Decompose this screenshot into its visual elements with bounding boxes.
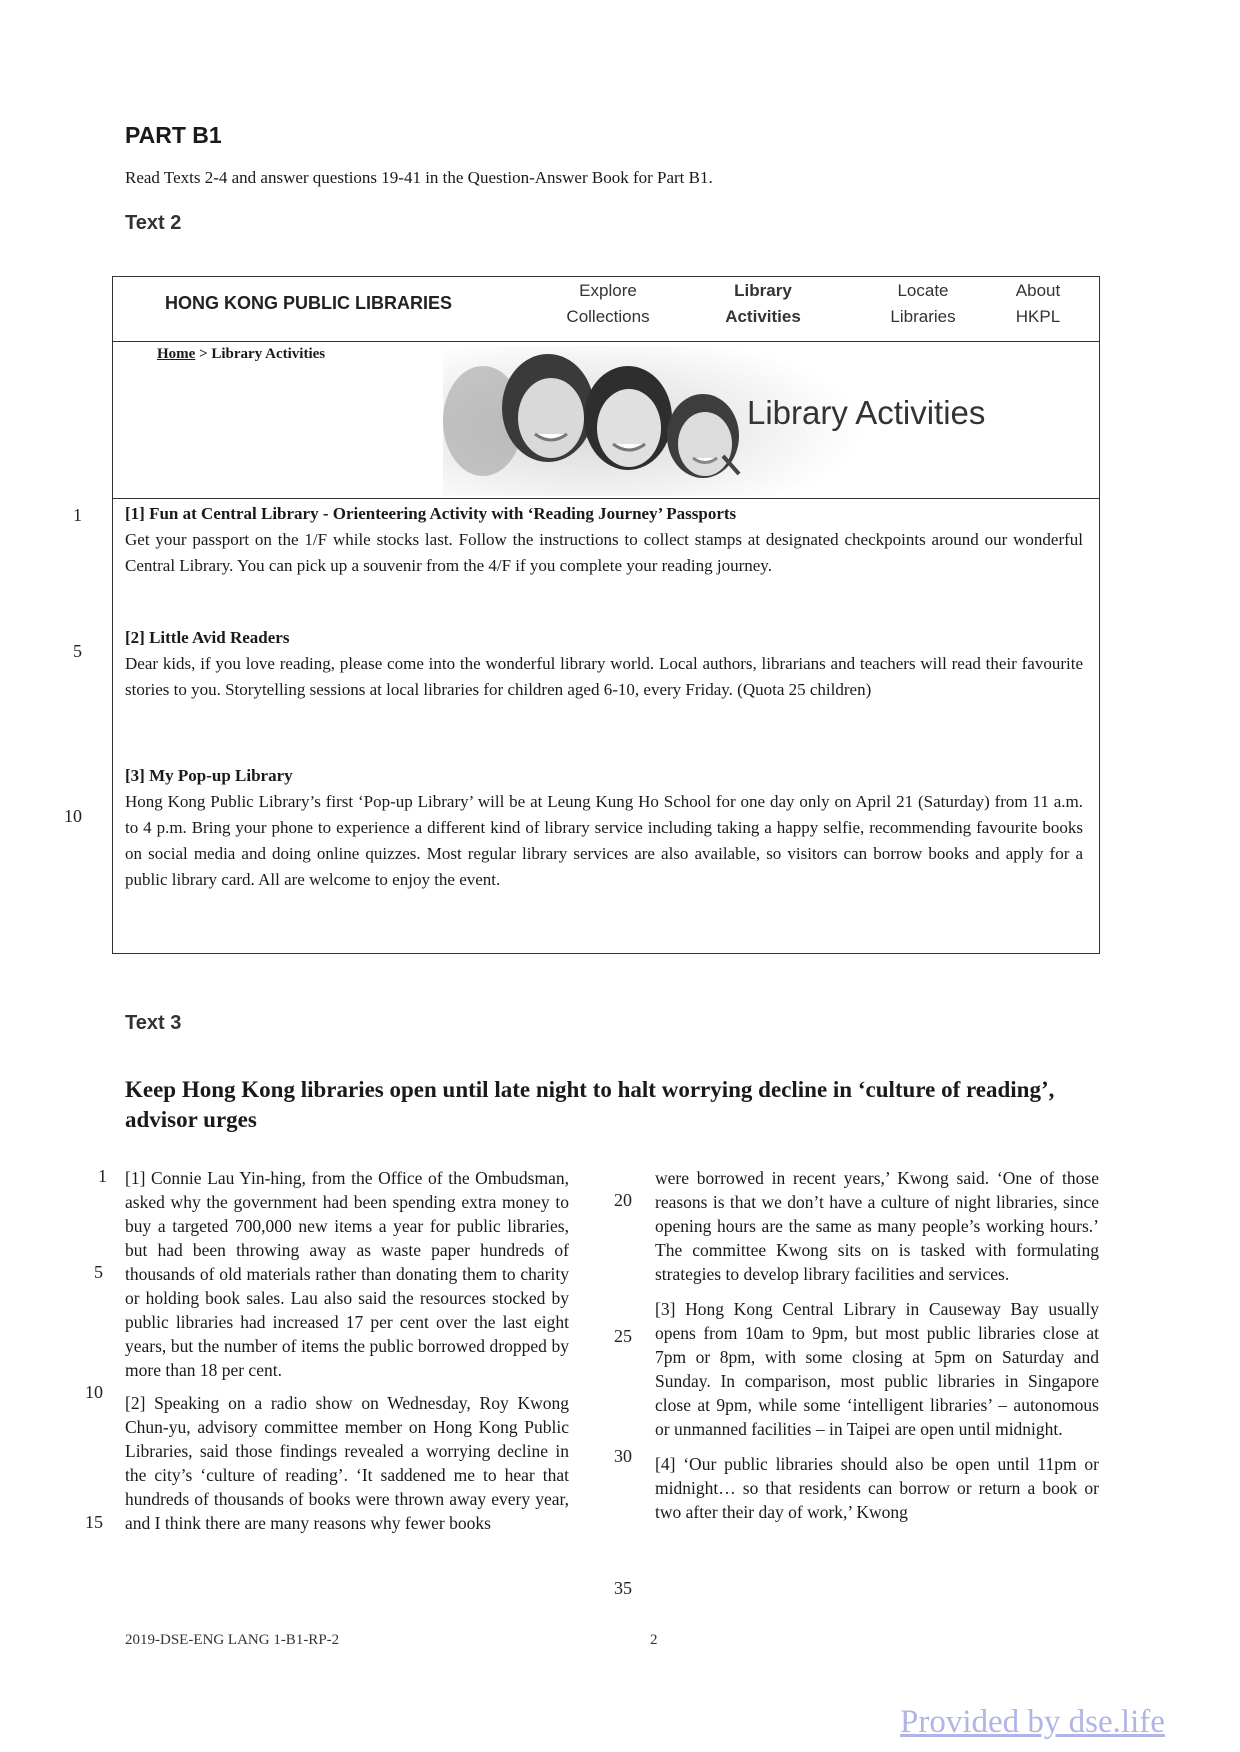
activity-description: Get your passport on the 1/F while stocks last. Follow the instructions to collect stamps at designated checkpoints around our wonderful Central Library. You can pick up a souvenir from the 4/F if you complete your reading journey.	[125, 530, 1083, 575]
line-number: 25	[614, 1326, 632, 1346]
nav-explore-collections[interactable]	[533, 278, 683, 330]
banner-title: Library Activities	[747, 394, 986, 431]
activities-list	[113, 499, 1099, 953]
nav-label-line2: Collections	[566, 307, 650, 326]
site-name: HONG KONG PUBLIC LIBRARIES	[165, 293, 453, 313]
watermark-link[interactable]: Provided by dse.life	[900, 1704, 1165, 1740]
nav-about-hkpl[interactable]	[993, 278, 1083, 330]
activity-title: [3] My Pop-up Library	[125, 766, 293, 785]
nav-library-activities[interactable]	[693, 278, 833, 330]
article-paragraph: [3] Hong Kong Central Library in Causeway Bay usually opens from 10am to 9pm, but most public libraries close at 7pm or 8pm, with some closing at 5pm on Saturday and Sunday. In comparison, most public libraries in Singapore close at 9pm, while some ‘intelligent libraries’ – autonomous or unmanned facilities – in Taipei are open until midnight.	[655, 1299, 1099, 1439]
activity-item	[125, 625, 1083, 703]
activity-title: [2] Little Avid Readers	[125, 628, 290, 647]
nav-label-line2: Activities	[725, 307, 801, 326]
page-number: 2	[650, 1632, 658, 1648]
line-number: 35	[614, 1578, 632, 1598]
activity-description: Dear kids, if you love reading, please come into the wonderful library world. Local authors, librarians and teachers will read their favourite stories to you. Storytelling sessions at local libraries for children aged 6-10, every Friday. (Quota 25 children)	[125, 654, 1083, 699]
line-number: 10	[64, 806, 82, 826]
nav-label-line1: Library	[734, 281, 792, 300]
article-paragraph: [1] Connie Lau Yin-hing, from the Office of the Ombudsman, asked why the government had been spending extra money to buy a targeted 700,000 new items a year for public libraries, but had been throwing away as waste paper hundreds of thousands of old materials rather than donating them to charity or holding book sales. Lau also said the resources stocked by public libraries had increased 17 per cent over the last eight years, but the number of items the public borrowed dropped by more than 18 per cent.	[125, 1168, 569, 1380]
nav-label-line2: HKPL	[1015, 307, 1061, 326]
breadcrumb-current: > Library Activities	[195, 346, 326, 362]
breadcrumb-home-link[interactable]: Home	[157, 346, 196, 362]
part-title: PART B1	[125, 122, 222, 148]
line-number: 5	[94, 1262, 103, 1282]
article-column-right	[655, 1166, 1099, 1524]
line-number: 30	[614, 1446, 632, 1466]
line-number: 1	[98, 1166, 107, 1186]
library-webpage	[112, 276, 1100, 954]
article-paragraph: were borrowed in recent years,’ Kwong said. ‘One of those reasons is that we don’t have a culture of night libraries, since opening hours are the same as many people’s working hours.’ The committee Kwong sits on is tasked with formulating strategies to develop library facilities and services.	[655, 1168, 1099, 1284]
line-number: 5	[73, 641, 82, 661]
nav-label-line1: Explore	[579, 281, 637, 300]
activity-title: [1] Fun at Central Library - Orienteering Activity with ‘Reading Journey’ Passports	[125, 504, 737, 523]
site-navigation	[113, 277, 1099, 342]
nav-label-line1: Locate	[897, 281, 949, 300]
instruction-text: Read Texts 2-4 and answer questions 19-41 in the Question-Answer Book for Part B1.	[125, 168, 713, 187]
activity-description: Hong Kong Public Library’s first ‘Pop-up Library’ will be at Leung Kung Ho School for one day only on April 21 (Saturday) from 11 a.m. to 4 p.m. Bring your phone to experience a different kind of library service including taking a happy selfie, recommending favourite books on social media and doing online quizzes. Most regular library services are also available, so visitors can borrow books and apply for a public library card. All are welcome to enjoy the event.	[125, 792, 1083, 889]
line-number: 1	[73, 505, 82, 525]
article-paragraph: [4] ‘Our public libraries should also be open until 11pm or midnight… so that residents can borrow or return a book or two after their day of work,’ Kwong	[655, 1454, 1099, 1522]
nav-label-line1: About	[1015, 281, 1061, 300]
activity-item	[125, 501, 1083, 579]
nav-label-line2: Libraries	[890, 307, 956, 326]
text-2-heading: Text 2	[125, 212, 182, 234]
nav-locate-libraries[interactable]	[863, 278, 983, 330]
article-paragraph: [2] Speaking on a radio show on Wednesday, Roy Kwong Chun-yu, advisory committee member on Hong Kong Public Libraries, said those findings revealed a worrying decline in the city’s ‘culture of reading’. ‘It saddened me to hear that hundreds of thousands of books were thrown away every year, and I think there are many reasons why fewer books	[125, 1393, 569, 1533]
article-title: Keep Hong Kong libraries open until late night to halt worrying decline in ‘culture of reading’, advisor urges	[125, 1077, 1055, 1132]
line-number: 20	[614, 1190, 632, 1210]
text-3-heading: Text 3	[125, 1012, 182, 1034]
line-number: 10	[85, 1382, 103, 1402]
activity-item	[125, 763, 1083, 893]
line-number: 15	[85, 1512, 103, 1532]
breadcrumb	[157, 346, 325, 363]
activities-banner	[113, 342, 1099, 499]
article-column-left	[125, 1166, 569, 1535]
exam-code: 2019-DSE-ENG LANG 1-B1-RP-2	[125, 1632, 340, 1648]
